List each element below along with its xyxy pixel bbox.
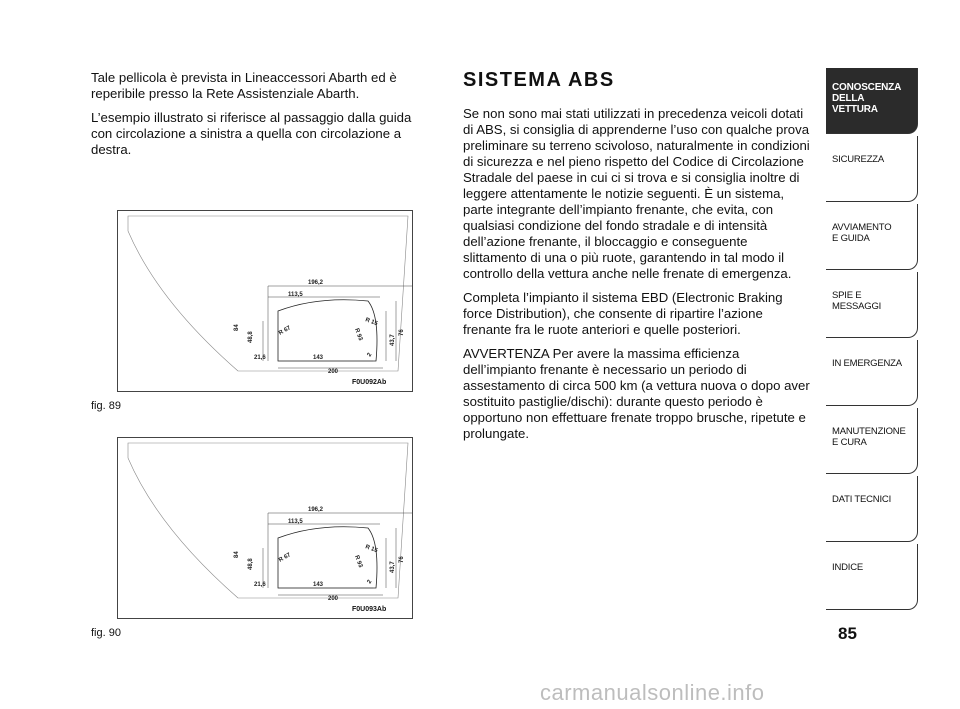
watermark: carmanualsonline.info [540, 680, 765, 705]
tab-conoscenza-della-vettura[interactable]: CONOSCENZA DELLA VETTURA [826, 68, 918, 134]
film-shape [278, 527, 377, 588]
dim-r67: R 67 [278, 552, 292, 564]
figure-89-drawing [118, 211, 412, 391]
dim-r93: R 93 [353, 554, 364, 569]
dim-84: 84 [234, 324, 240, 331]
dim-196-2: 196,2 [308, 280, 324, 286]
section-paragraph-1: Se non sono mai stati utilizzati in precedenza veicoli dotati di ABS, si consiglia di apprenderne l’uso con qualche prova preliminare su terreno scivoloso, naturalmente in condizioni di sicurezza e nel pieno rispetto del Codice di Circolazione Stradale del paese in cui ci si trova e si consiglia inoltre di leggere attentamente le notizie seguenti. È un sistema, parte integrante dell’impianto frenante, che evita, con qualsiasi condizione del fondo stradale e di intensità dell’azione frenante, il bloccaggio e conseguente slittamento di una o più ruote, garantendo in tal modo il controllo della vettura anche nelle frenate di emergenza. [463, 106, 810, 281]
dim-84: 84 [234, 551, 240, 558]
dim-48-8: 48,8 [248, 331, 254, 343]
left-column [91, 70, 431, 166]
dim-r15: R 15 [364, 317, 379, 328]
page-number: 85 [838, 624, 857, 643]
section-paragraph-2: Completa l’impianto il sistema EBD (Electronic Braking force Distribution), che consente di ripartire l’azione frenante fra le ruote anteriori e quelle posteriori. [463, 290, 783, 337]
dim-21-6: 21,6 [254, 582, 266, 588]
intro-paragraph-1: Tale pellicola è prevista in Lineaccessori Abarth ed è reperibile presso la Rete Assistenziale Abarth. [91, 70, 397, 101]
intro-paragraph-2: L’esempio illustrato si riferisce al passaggio dalla guida con circolazione a sinistra a quella con circolazione a destra. [91, 110, 412, 157]
dim-196-2: 196,2 [308, 507, 324, 513]
figure-code: F0U093Ab [352, 606, 387, 613]
figure-90-label: fig. 90 [91, 627, 121, 639]
dim-76: 76 [399, 556, 405, 563]
dim-r67: R 67 [278, 325, 292, 337]
figure-89-label: fig. 89 [91, 400, 121, 412]
dim-200: 200 [328, 369, 339, 375]
dim-113-5: 113,5 [288, 292, 303, 298]
dim-43-7: 43,7 [390, 334, 396, 346]
figure-90 [117, 437, 413, 619]
tab-in-emergenza[interactable]: IN EMERGENZA [826, 340, 918, 406]
dim-48-8: 48,8 [248, 558, 254, 570]
tab-spie-e-messaggi[interactable]: SPIE E MESSAGGI [826, 272, 918, 338]
section-title: SISTEMA ABS [463, 69, 615, 91]
dim-143: 143 [313, 582, 324, 588]
tab-avviamento-e-guida[interactable]: AVVIAMENTO E GUIDA [826, 204, 918, 270]
tab-dati-tecnici[interactable]: DATI TECNICI [826, 476, 918, 542]
dim-2: 2 [366, 352, 374, 358]
tab-manutenzione-e-cura[interactable]: MANUTENZIONE E CURA [826, 408, 918, 474]
dim-2: 2 [366, 579, 374, 585]
dim-143: 143 [313, 355, 324, 361]
figure-code: F0U092Ab [352, 379, 387, 386]
film-shape [278, 300, 377, 361]
section-paragraph-3: AVVERTENZA Per avere la massima efficienza dell’impianto frenante è necessario un periodo di assestamento di circa 500 km (a vettura nuova o dopo aver sostituito pastiglie/dischi): durante questo periodo è opportuno non effettuare frenate troppo brusche, ripetute e prolungate. [463, 346, 810, 441]
dim-76: 76 [399, 329, 405, 336]
section-abs [463, 68, 813, 450]
tab-sicurezza[interactable]: SICUREZZA [826, 136, 918, 202]
figure-89 [117, 210, 413, 392]
dim-r93: R 93 [353, 327, 364, 342]
figure-90-drawing [118, 438, 412, 618]
dim-113-5: 113,5 [288, 519, 303, 525]
dim-43-7: 43,7 [390, 561, 396, 573]
dim-200: 200 [328, 596, 339, 602]
dim-r15: R 15 [364, 544, 379, 555]
tab-indice[interactable]: INDICE [826, 544, 918, 610]
dim-21-6: 21,6 [254, 355, 266, 361]
